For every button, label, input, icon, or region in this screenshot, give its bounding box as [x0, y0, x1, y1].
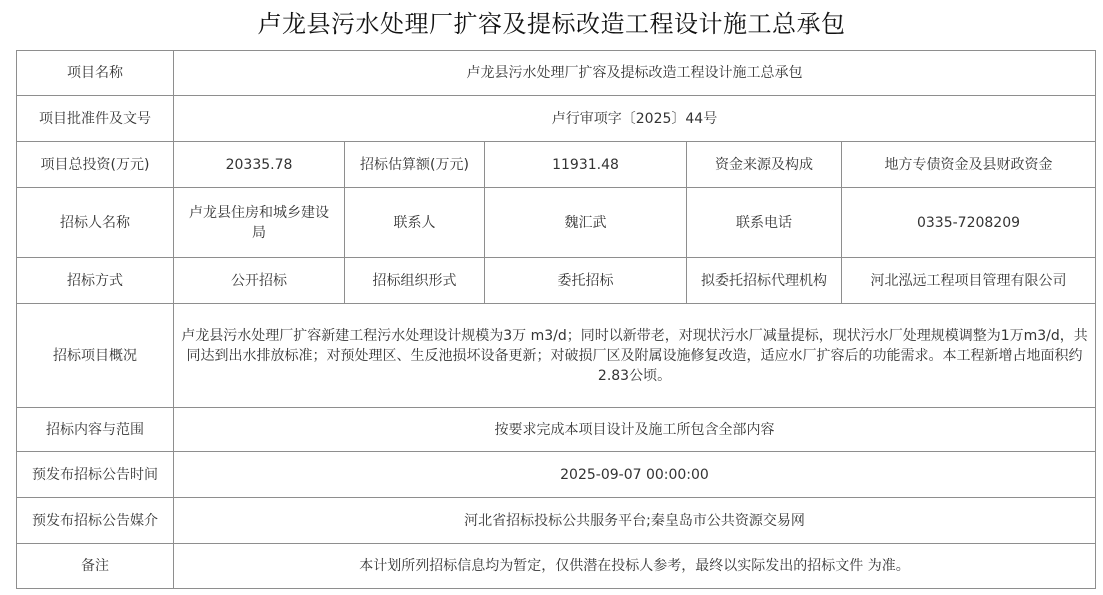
overview-label: 招标项目概况	[17, 304, 174, 408]
contact-label: 联系人	[345, 188, 485, 258]
page-title: 卢龙县污水处理厂扩容及提标改造工程设计施工总承包	[257, 10, 846, 38]
funding-label: 资金来源及构成	[687, 142, 842, 188]
row-method	[17, 258, 1096, 304]
row-publish-time	[17, 452, 1096, 498]
project-name-label: 项目名称	[17, 51, 174, 96]
org-form-value: 委托招标	[485, 258, 687, 304]
tender-info-table	[16, 50, 1096, 589]
publish-time-value: 2025-09-07 00:00:00	[174, 452, 1096, 498]
approval-label: 项目批准件及文号	[17, 96, 174, 142]
method-label: 招标方式	[17, 258, 174, 304]
overview-value: 卢龙县污水处理厂扩容新建工程污水处理设计规模为3万 m3/d；同时以新带老，对现状污水厂减量提标，现状污水厂处理规模调整为1万m3/d，共同达到出水排放标准；对预处理区、生反池损坏设备更新；对破损厂区及附属设施修复改造，适应水厂扩容后的功能需求。本工程新增占地面积约2.83公顷。	[174, 304, 1096, 408]
funding-value: 地方专债资金及县财政资金	[842, 142, 1096, 188]
remarks-label: 备注	[17, 544, 174, 589]
tenderer-label: 招标人名称	[17, 188, 174, 258]
scope-label: 招标内容与范围	[17, 408, 174, 452]
estimate-label: 招标估算额(万元)	[345, 142, 485, 188]
publish-media-value: 河北省招标投标公共服务平台;秦皇岛市公共资源交易网	[174, 498, 1096, 544]
row-approval	[17, 96, 1096, 142]
investment-value: 20335.78	[174, 142, 345, 188]
method-value: 公开招标	[174, 258, 345, 304]
project-name-value: 卢龙县污水处理厂扩容及提标改造工程设计施工总承包	[174, 51, 1096, 96]
row-overview	[17, 304, 1096, 408]
remarks-value: 本计划所列招标信息均为暂定，仅供潜在投标人参考，最终以实际发出的招标文件 为准。	[174, 544, 1096, 589]
approval-value: 卢行审项字〔2025〕44号	[174, 96, 1096, 142]
phone-label: 联系电话	[687, 188, 842, 258]
publish-media-label: 预发布招标公告媒介	[17, 498, 174, 544]
row-scope	[17, 408, 1096, 452]
publish-time-label: 预发布招标公告时间	[17, 452, 174, 498]
tenderer-value: 卢龙县住房和城乡建设局	[174, 188, 345, 258]
agency-label: 拟委托招标代理机构	[687, 258, 842, 304]
agency-value: 河北泓远工程项目管理有限公司	[842, 258, 1096, 304]
scope-value: 按要求完成本项目设计及施工所包含全部内容	[174, 408, 1096, 452]
row-remarks	[17, 544, 1096, 589]
estimate-value: 11931.48	[485, 142, 687, 188]
row-publish-media	[17, 498, 1096, 544]
contact-value: 魏汇武	[485, 188, 687, 258]
row-tenderer	[17, 188, 1096, 258]
investment-label: 项目总投资(万元)	[17, 142, 174, 188]
row-project-name	[17, 51, 1096, 96]
phone-value: 0335-7208209	[842, 188, 1096, 258]
org-form-label: 招标组织形式	[345, 258, 485, 304]
row-investment	[17, 142, 1096, 188]
